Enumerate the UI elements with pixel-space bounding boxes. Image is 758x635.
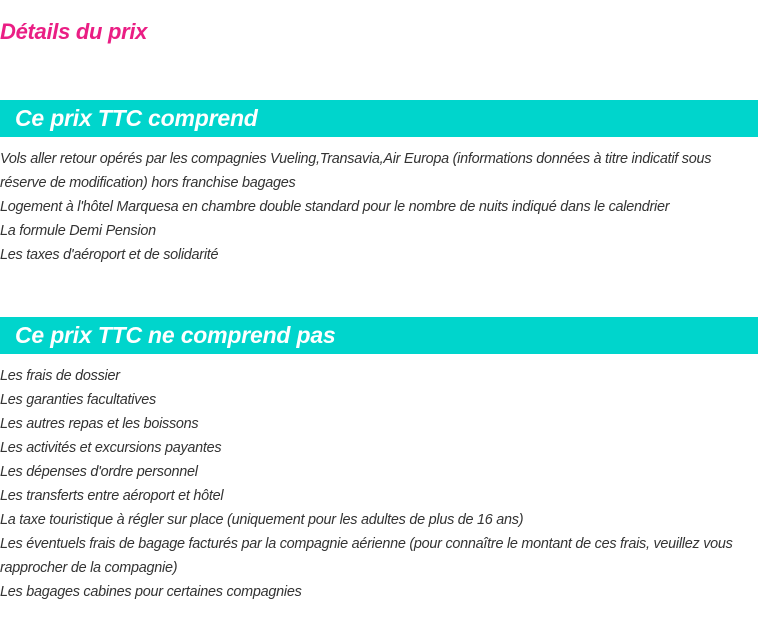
excluded-item: Les autres repas et les boissons [0, 416, 199, 432]
excluded-item: Les éventuels frais de bagage facturés par la compagnie aérienne (pour connaître le montant de ces frais, veuillez vous rapprocher de la compagnie) [0, 536, 733, 576]
included-item: Vols aller retour opérés par les compagnies Vueling,Transavia,Air Europa (informations données à titre indicatif sous réserve de modification) hors franchise bagages [0, 151, 712, 191]
page-title: Détails du prix [0, 19, 148, 44]
included-list [0, 147, 758, 267]
excluded-item: Les transferts entre aéroport et hôtel [0, 488, 224, 504]
excluded-item: Les dépenses d'ordre personnel [0, 464, 198, 480]
included-item: La formule Demi Pension [0, 223, 156, 239]
excluded-item: Les garanties facultatives [0, 392, 156, 408]
excluded-list [0, 364, 758, 604]
excluded-item: Les frais de dossier [0, 368, 120, 384]
excluded-item: Les bagages cabines pour certaines compagnies [0, 584, 302, 600]
included-item: Les taxes d'aéroport et de solidarité [0, 247, 219, 263]
excluded-item: La taxe touristique à régler sur place (uniquement pour les adultes de plus de 16 ans) [0, 512, 524, 528]
excluded-section-header: Ce prix TTC ne comprend pas [0, 317, 758, 354]
included-section-header: Ce prix TTC comprend [0, 100, 758, 137]
excluded-item: Les activités et excursions payantes [0, 440, 222, 456]
included-item: Logement à l'hôtel Marquesa en chambre double standard pour le nombre de nuits indiqué dans le calendrier [0, 199, 670, 215]
